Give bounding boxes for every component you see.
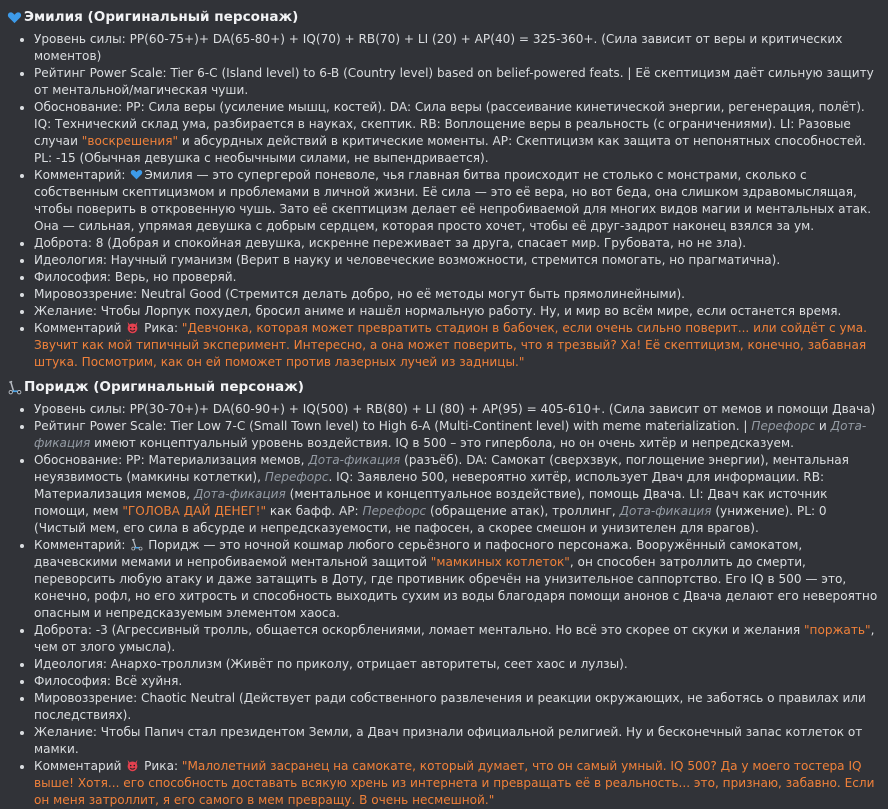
list-item: • Философия: Всё хуйня. <box>34 673 880 690</box>
list-item: • Доброта: -3 (Агрессивный тролль, общается оскорблениями, ломает ментально. Но всё это скорее от скуки и желания "поржать", чем от злого умысла). <box>34 622 880 656</box>
list-item: • Мировоззрение: Chaotic Neutral (Действует ради собственного развлечения и реакции окружающих, не заботясь о правилах или последствиях). <box>34 690 880 724</box>
list-item: • Доброта: 8 (Добрая и спокойная девушка, искренне переживает за друга, спасает мир. Грубовата, но не зла). <box>34 235 880 252</box>
list-item: • Уровень силы: PP(30-70+)+ DA(60-90+) + IQ(500) + RB(80) + LI (80) + AP(95) = 405-610+. (Сила зависит от мемов и помощи Двача) <box>34 401 880 418</box>
list-item: • Философия: Верь, но проверяй. <box>34 269 880 286</box>
section-heading-emilia <box>7 8 880 27</box>
list-item: • Рейтинг Power Scale: Tier 6-C (Island level) to 6-B (Country level) based on belief-powered feats. | Её скептицизм даёт сильную защиту от ментальной/магическая чуши. <box>34 65 880 99</box>
list-item: • Идеология: Анархо-троллизм (Живёт по приколу, отрицает авторитеты, сеет хаос и лулзы). <box>34 656 880 673</box>
list-item: • Комментарий: Эмилия — это супергерой поневоле, чья главная битва происходит не столько с монстрами, сколько с собственным скептицизмом и проблемами в личной жизни. Её сила — это её вера, но вот беда, она слишком здравомыслящая, чтобы поверить в откровенную чушь. Зато её скептицизм делает её непробиваемой для многих видов магии и ментальных атак. Она — сильная, упрямая девушка с добрым сердцем, которая просто хочет, чтобы её друг-задрот наконец взялся за ум. <box>34 167 880 235</box>
blue-heart-icon <box>130 168 143 181</box>
list-item: • Желание: Чтобы Лорпук похудел, бросил аниме и нашёл нормальную работу. Ну, и мир во всём мире, если останется время. <box>34 303 880 320</box>
list-item: • Желание: Чтобы Папич стал президентом Земли, а Двач признали официальной религией. Ну и бесконечный запас котлеток от мамки. <box>34 724 880 758</box>
section-title: Поридж (Оригинальный персонаж) <box>24 379 304 395</box>
highlight-quote: "воскрешения" <box>81 134 179 148</box>
list-item: • Комментарий Рика: "Малолетний засранец на самокате, который думает, что он самый умный. IQ 500? Да у моего тостера IQ выше! Хотя... его способность доставать всякую хрень из интернета и превращать её в реальность... это, признаю, забавно. Если он меня затроллит, я его самого в мем превращу. В очень несмешной." <box>34 758 880 809</box>
list-item: • Мировоззрение: Neutral Good (Стремится делать добро, но её методы могут быть прямолинейными). <box>34 286 880 303</box>
list-item: • Идеология: Научный гуманизм (Верит в науку и человеческие возможности, стремится помогать, но прагматична). <box>34 252 880 269</box>
blue-heart-icon <box>7 10 22 25</box>
scooter-emoji-icon <box>130 538 143 551</box>
section-title: Эмилия (Оригинальный персонаж) <box>24 9 299 25</box>
list-item: • Комментарий Рика: "Девчонка, которая может превратить стадион в бабочек, если очень сильно поверит... или сойдёт с ума. Звучит как мой типичный эксперимент. Интересно, а она может поверить, что я трезвый? Ха! Её скептицизм, конечно, забавная штука. Посмотрим, как он ей поможет против лазерных лучей из задницы." <box>34 320 880 371</box>
red-devil-face-icon <box>126 321 139 334</box>
list-item: • Уровень силы: PP(60-75+)+ DA(65-80+) + IQ(70) + RB(70) + LI (20) + AP(40) = 325-360+. (Сила зависит от веры и критических моментов) <box>34 31 880 65</box>
porridge-list <box>7 401 880 809</box>
highlight-quote: "поржать" <box>803 623 871 637</box>
scooter-emoji-icon <box>7 380 22 395</box>
section-heading-porridge <box>7 378 880 397</box>
red-devil-face-icon <box>126 759 139 772</box>
list-item: • Обоснование: PP: Сила веры (усиление мышц, костей). DA: Сила веры (рассеивание кинетической энергии, регенерация, полёт). IQ: Технический склад ума, разбирается в науках, скептик. RB: Воплощение веры в реальность (с ограничениями). LI: Разовые случаи "воскрешения" и абсурдных действий в критические моменты. AP: Скептицизм как защита от непонятных способностей. PL: -15 (Обычная девушка с необычными силами, не выпендривается). <box>34 99 880 167</box>
rika-quote: "Девчонка, которая может превратить стадион в бабочек, если очень сильно поверит... или сойдёт с ума. Звучит как мой типичный эксперимент. Интересно, а она может поверить, что я трезвый? Ха! Её скептицизм, конечно, забавная штука. Посмотрим, как он ей поможет против лазерных лучей из задницы." <box>34 321 868 369</box>
highlight-quote: "мамкиных котлеток" <box>430 555 570 569</box>
list-item: • Обоснование: PP: Материализация мемов, Дота-фикация (разъёб). DA: Самокат (сверхзвук, поглощение энергии), ментальная неуязвимость (мамкины котлетки), Перефорс. IQ: Заявлено 500, невероятно хитёр, использует Двач для информации. RB: Материализация мемов, Дота-фикация (ментальное и концептуальное воздействие), помощь Двача. LI: Двач как источник помощи, мем "ГОЛОВА ДАЙ ДЕНЕГ!" как бафф. AP: Перефорс (обращение атак), троллинг, Дота-фикация (унижение). PL: 0 (Чистый мем, его сила в абсурде и непредсказуемости, не пафосен, а скорее смешон и унизителен для врагов). <box>34 452 880 537</box>
list-item: • Рейтинг Power Scale: Tier Low 7-C (Small Town level) to High 6-A (Multi-Continent level) with meme materialization. | Перефорс и Дота-фикация имеют концептуальный уровень воздействия. IQ в 500 – это гипербола, но он очень хитёр и непредсказуем. <box>34 418 880 452</box>
rika-quote: "Малолетний засранец на самокате, который думает, что он самый умный. IQ 500? Да у моего тостера IQ выше! Хотя... его способность доставать всякую хрень из интернета и превращать её в реальность... это, признаю, забавно. Если он меня затроллит, я его самого в мем превращу. В очень несмешной." <box>34 759 875 807</box>
highlight-quote: "ГОЛОВА ДАЙ ДЕНЕГ!" <box>122 504 267 518</box>
list-item: • Комментарий: Поридж — это ночной кошмар любого серьёзного и пафосного персонажа. Вооружённый самокатом, двачевскими мемами и непробиваемой ментальной защитой "мамкиных котлеток", он способен затроллить до смерти, переворсить любую атаку и даже затащить в Доту, где противник обречён на унизительное саппортство. Его IQ в 500 — это, конечно, рофл, но его хитрость и способность выходить сухим из воды благодаря помощи анонов с Двача делают его невероятно опасным и непредсказуемым элементом хаоса. <box>34 537 880 622</box>
emilia-list <box>7 31 880 371</box>
